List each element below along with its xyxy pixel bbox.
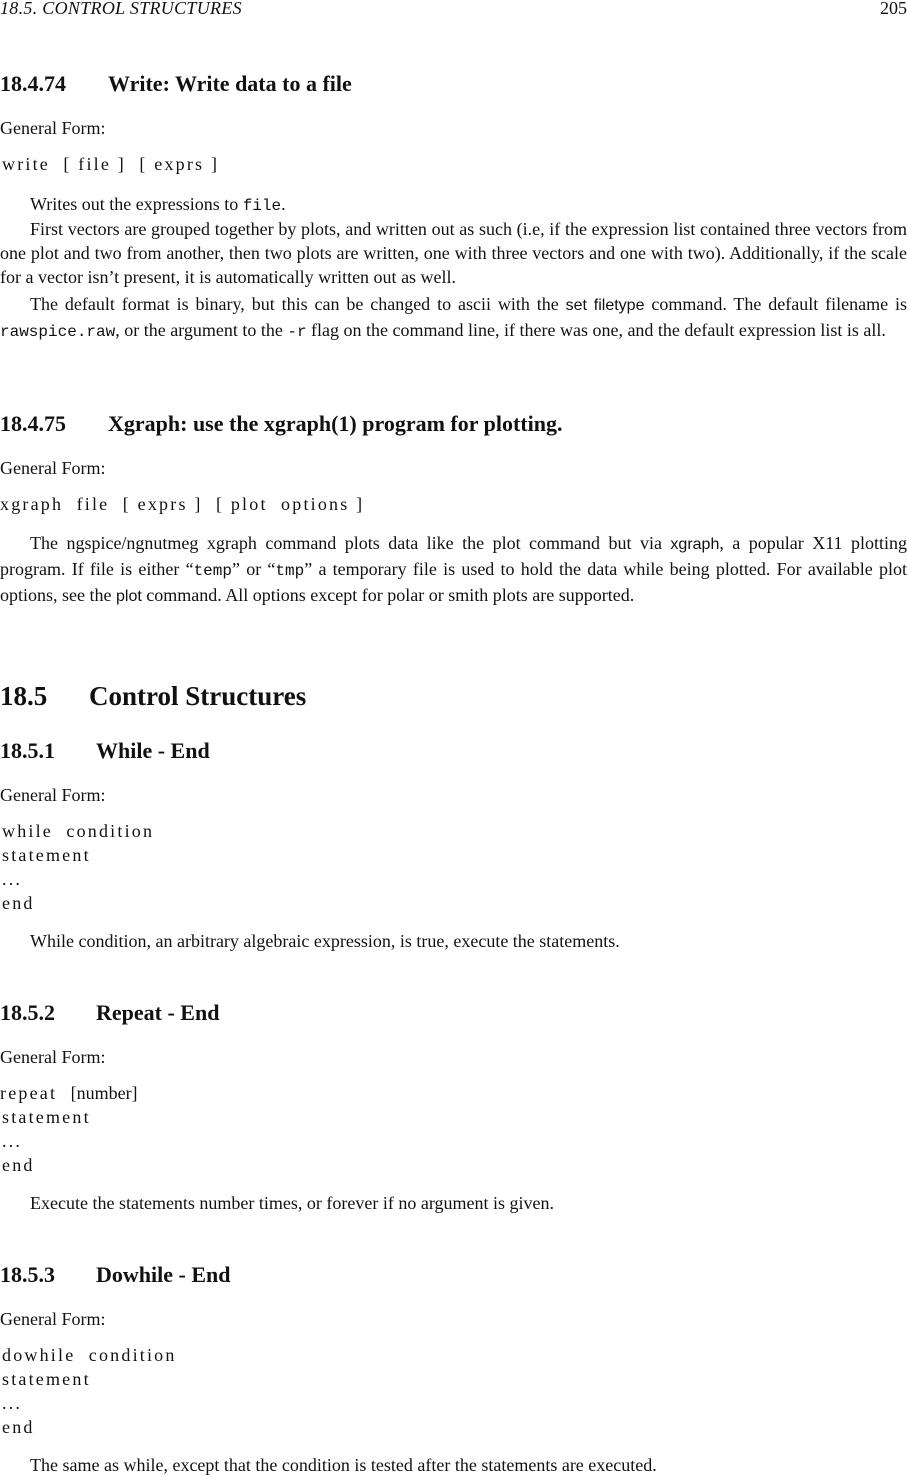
code-syntax-while: while condition statement ... end <box>2 821 155 913</box>
section-number: 18.5.1 <box>0 738 55 763</box>
running-header-title: 18.5. CONTROL STRUCTURES <box>0 0 242 18</box>
paragraph-xgraph: The ngspice/ngnutmeg xgraph command plots data like the plot command but via xgraph, a popular X11 plotting program. If file is either “temp” or “tmp” a temporary file is used to hold the data while being plotted. For available plot options, see the plot command. All options except for polar or smith plots are supported. <box>0 533 907 605</box>
section-number: 18.5.3 <box>0 1262 55 1287</box>
code-syntax-xgraph: xgraph file [ exprs ] [ plot options ] <box>0 494 365 514</box>
general-form-label: General Form: <box>0 118 106 138</box>
inline-code: tmp <box>275 562 305 580</box>
section-heading-while <box>0 737 210 765</box>
section-heading-xgraph <box>0 410 562 438</box>
code-syntax-repeat-body: statement ... end <box>2 1107 91 1175</box>
page-number: 205 <box>880 0 907 18</box>
inline-code: temp <box>193 562 232 580</box>
inline-command: set filetype <box>565 297 645 314</box>
inline-command: plot <box>115 588 142 605</box>
general-form-label: General Form: <box>0 1047 106 1067</box>
section-number: 18.5 <box>0 681 48 711</box>
code-syntax-dowhile: dowhile condition statement ... end <box>2 1345 177 1437</box>
general-form-label: General Form: <box>0 458 106 478</box>
code-syntax-repeat: repeat [number] <box>0 1083 138 1103</box>
section-title: Write: Write data to a file <box>108 71 352 96</box>
section-title: Dowhile - End <box>96 1262 231 1287</box>
paragraph-write-3: The default format is binary, but this can be changed to ascii with the set filetype command. The default filename is rawspice.raw, or the argument to the -r flag on the command line, if there was one, and the default expression list is all. <box>0 294 907 341</box>
paragraph-while: While condition, an arbitrary algebraic expression, is true, execute the statements. <box>30 931 620 951</box>
paragraph-dowhile: The same as while, except that the condition is tested after the statements are executed. <box>30 1455 657 1475</box>
code-syntax-write: write [ file ] [ exprs ] <box>2 154 220 174</box>
section-heading-write <box>0 70 352 98</box>
inline-code: rawspice.raw <box>0 323 116 341</box>
section-heading-control-structures <box>0 680 306 712</box>
section-heading-dowhile <box>0 1261 230 1289</box>
section-heading-repeat <box>0 999 219 1027</box>
section-title: Xgraph: use the xgraph(1) program for plotting. <box>108 411 563 436</box>
inline-code: -r <box>287 323 307 341</box>
paragraph-write-2: First vectors are grouped together by plots, and written out as such (i.e, if the expression list contained three vectors from one plot and two from another, then two plots are written, one with three vectors and one with two). Additionally, if the scale for a vector isn’t present, it is automatically written out as well. <box>0 219 907 287</box>
section-number: 18.4.74 <box>0 71 66 96</box>
running-header <box>0 0 907 20</box>
section-title: While - End <box>96 738 210 763</box>
general-form-label: General Form: <box>0 785 106 805</box>
section-title: Repeat - End <box>96 1000 220 1025</box>
section-number: 18.5.2 <box>0 1000 55 1025</box>
general-form-label: General Form: <box>0 1309 106 1329</box>
inline-code: file <box>242 197 282 215</box>
inline-command: xgraph <box>670 536 720 553</box>
section-number: 18.4.75 <box>0 411 66 436</box>
section-title: Control Structures <box>89 681 307 711</box>
paragraph-repeat: Execute the statements number times, or forever if no argument is given. <box>30 1193 555 1213</box>
paragraph-write-1: Writes out the expressions to file. <box>30 194 286 215</box>
